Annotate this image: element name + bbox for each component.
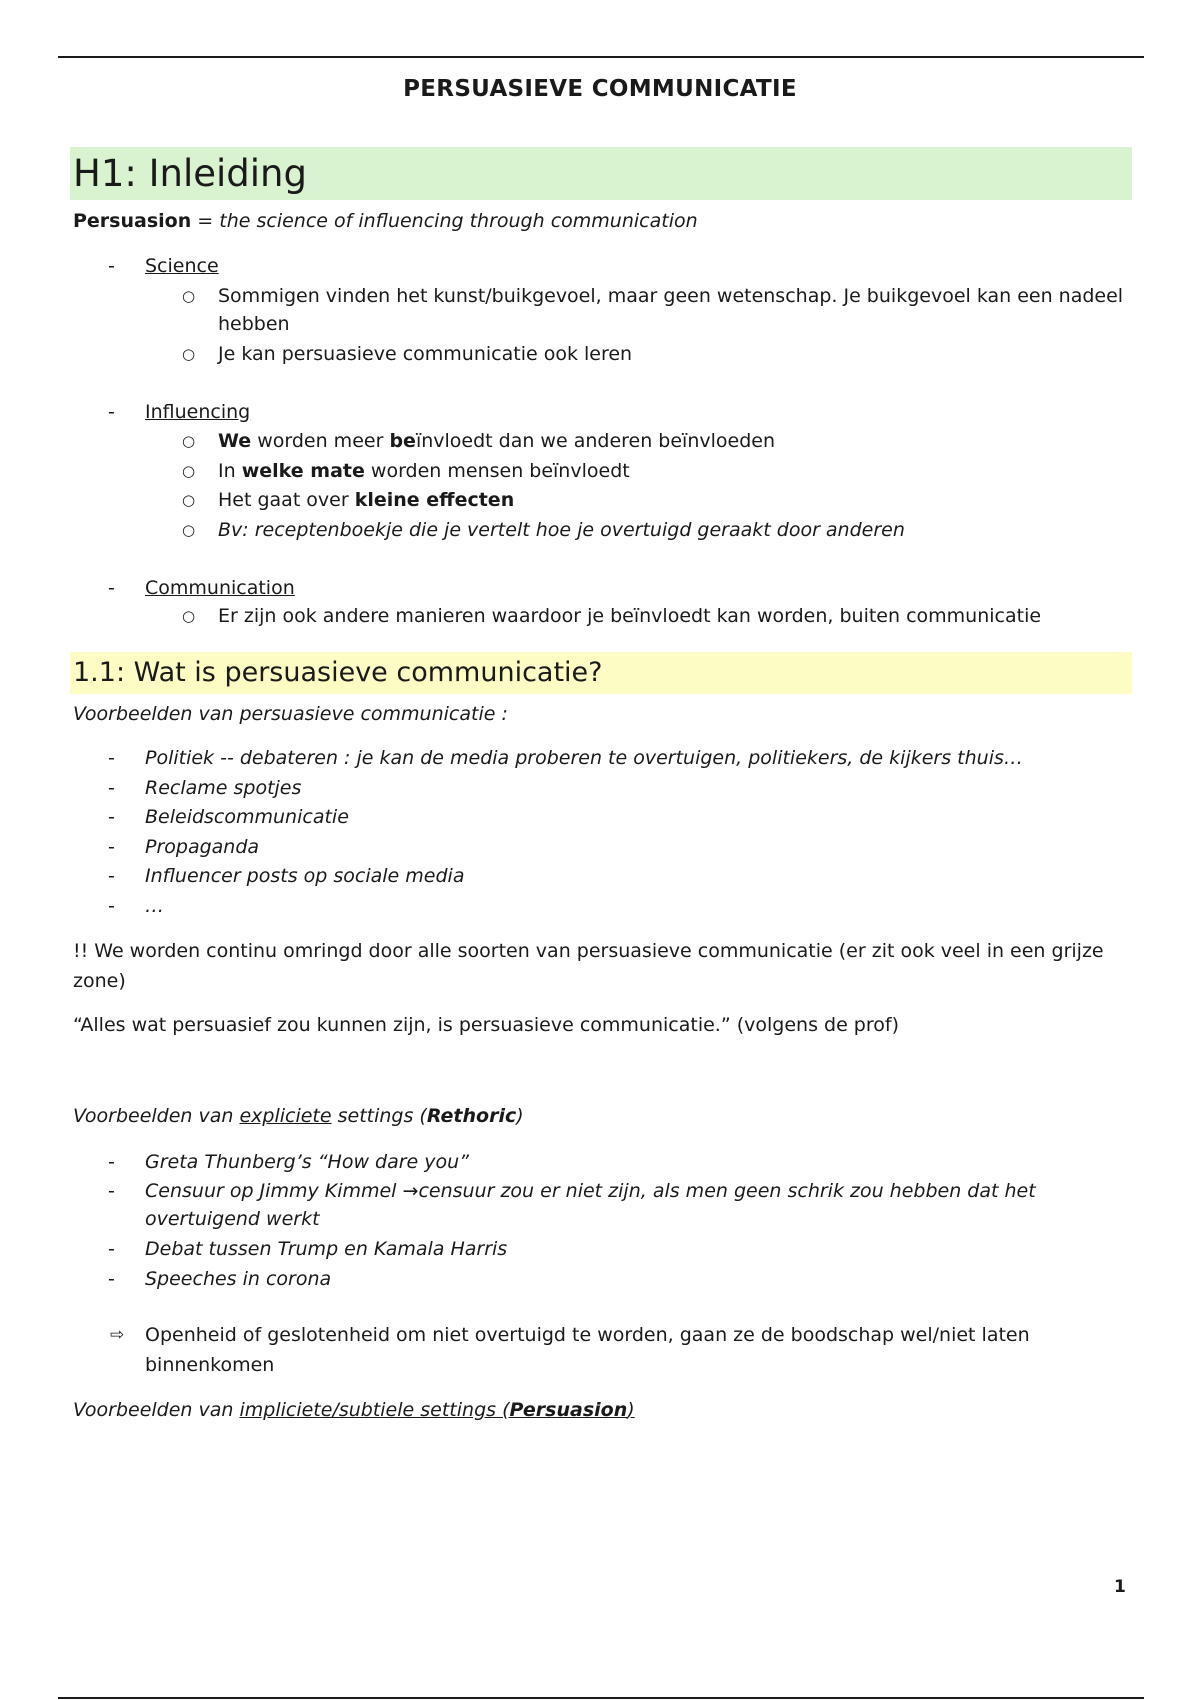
text-part: worden mensen beïnvloedt	[364, 460, 630, 482]
text-part: )	[516, 1105, 524, 1127]
top-rule	[58, 56, 1144, 58]
dash-bullet: -	[108, 747, 115, 769]
example-item: Influencer posts op sociale media	[145, 865, 465, 887]
circle-bullet-icon: ○	[182, 491, 196, 509]
circle-bullet-icon: ○	[182, 287, 196, 305]
example-item: Reclame spotjes	[145, 777, 302, 799]
dash-bullet: -	[108, 255, 115, 277]
influencing-label: Influencing	[145, 401, 251, 423]
bold-we: We	[218, 430, 252, 452]
communication-label: Communication	[145, 577, 295, 599]
explicit-item-1: Greta Thunberg’s “How dare you”	[145, 1151, 470, 1173]
text-part: censuur zou er niet zijn, als men geen schrik zou hebben dat het	[418, 1180, 1036, 1202]
document-title: PERSUASIEVE COMMUNICATIE	[403, 76, 797, 102]
circle-bullet-icon: ○	[182, 462, 196, 480]
explicit-item-2-cont: overtuigend werkt	[145, 1208, 320, 1230]
science-bullet-2: Je kan persuasieve communicatie ook leren	[218, 343, 633, 365]
influencing-bullet-2	[218, 457, 630, 485]
examples-intro: Voorbeelden van persuasieve communicatie :	[73, 703, 508, 725]
communication-bullet-1: Er zijn ook andere manieren waardoor je beïnvloedt kan worden, buiten communicatie	[218, 605, 1042, 627]
definition-text: the science of influencing through communication	[219, 210, 698, 232]
conclusion-line-2: binnenkomen	[145, 1354, 275, 1376]
influencing-bullet-3	[218, 486, 514, 514]
conclusion-line-1: Openheid of geslotenheid om niet overtuigd te worden, gaan ze de boodschap wel/niet laten	[145, 1324, 1030, 1346]
dash-bullet: -	[108, 806, 115, 828]
dash-bullet: -	[108, 1268, 115, 1290]
note-line-1: !! We worden continu omringd door alle soorten van persuasieve communicatie (er zit ook veel in een grijze	[73, 940, 1104, 962]
dash-bullet: -	[108, 777, 115, 799]
dash-bullet: -	[108, 401, 115, 423]
underlined-expliciete: expliciete	[239, 1105, 332, 1127]
example-item: Beleidscommunicatie	[145, 806, 349, 828]
definition-line	[73, 207, 698, 235]
text-part: Voorbeelden van	[73, 1399, 240, 1421]
example-item: Politiek -- debateren : je kan de media proberen te overtuigen, politiekers, de kijkers thuis…	[145, 747, 1023, 769]
example-item: Propaganda	[145, 836, 260, 858]
text-part: settings (	[331, 1105, 427, 1127]
heading-h1: H1: Inleiding	[70, 147, 1132, 200]
explicit-item-4: Speeches in corona	[145, 1268, 332, 1290]
dash-bullet: -	[108, 1180, 115, 1202]
note-line-2: zone)	[73, 970, 126, 992]
text-part: impliciete/subtiele settings (	[239, 1399, 510, 1421]
circle-bullet-icon: ○	[182, 432, 196, 450]
explicit-heading	[73, 1102, 524, 1130]
bold-rethoric: Rethoric	[426, 1105, 517, 1127]
text-part: Censuur op Jimmy Kimmel	[145, 1180, 403, 1202]
explicit-item-2	[145, 1177, 1036, 1205]
bottom-rule	[58, 1697, 1144, 1699]
dash-bullet: -	[108, 1238, 115, 1260]
influencing-bullet-1	[218, 427, 775, 455]
definition-eq: =	[191, 210, 220, 232]
bold-persuasion: Persuasion	[509, 1399, 628, 1421]
definition-term: Persuasion	[73, 210, 192, 232]
dash-bullet: -	[108, 577, 115, 599]
page-number: 1	[1114, 1577, 1126, 1597]
underlined-implicit	[239, 1399, 634, 1421]
circle-bullet-icon: ○	[182, 345, 196, 363]
science-bullet-1: Sommigen vinden het kunst/buikgevoel, maar geen wetenschap. Je buikgevoel kan een nadeel	[218, 285, 1124, 307]
dash-bullet: -	[108, 895, 115, 917]
text-part: Het gaat over	[218, 489, 355, 511]
quote: “Alles wat persuasief zou kunnen zijn, is persuasieve communicatie.” (volgens de prof)	[73, 1014, 899, 1036]
dash-bullet: -	[108, 836, 115, 858]
dash-bullet: -	[108, 865, 115, 887]
science-bullet-1-cont: hebben	[218, 313, 290, 335]
example-item: …	[145, 895, 164, 917]
dash-bullet: -	[108, 1151, 115, 1173]
influencing-bullet-4: Bv: receptenboekje die je vertelt hoe je overtuigd geraakt door anderen	[218, 519, 905, 541]
circle-bullet-icon: ○	[182, 521, 196, 539]
text-part: In	[218, 460, 242, 482]
arrow-right-icon: →	[402, 1180, 419, 1202]
heading-h2: 1.1: Wat is persuasieve communicatie?	[70, 652, 1132, 694]
implicit-heading	[73, 1396, 635, 1424]
text-part: worden meer	[251, 430, 390, 452]
text-part: ïnvloedt dan we anderen beïnvloeden	[415, 430, 775, 452]
arrow-right-outline-icon: ⇨	[110, 1325, 125, 1345]
circle-bullet-icon: ○	[182, 607, 196, 625]
text-part: )	[627, 1399, 635, 1421]
bold-be: be	[389, 430, 416, 452]
text-part: Voorbeelden van	[73, 1105, 240, 1127]
bold-welke-mate: welke mate	[241, 460, 365, 482]
explicit-item-3: Debat tussen Trump en Kamala Harris	[145, 1238, 508, 1260]
bold-kleine-effecten: kleine effecten	[354, 489, 515, 511]
science-label: Science	[145, 255, 219, 277]
